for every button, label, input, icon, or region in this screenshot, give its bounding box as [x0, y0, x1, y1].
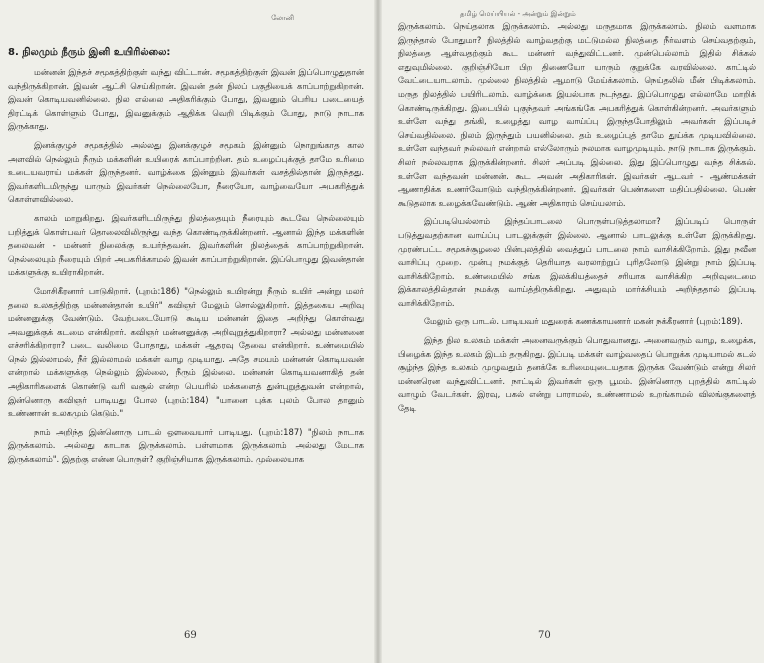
- left-page: [0, 0, 378, 663]
- paragraph: மேலும் ஒரு பாடல். பாடியவர் மதுரைக் கணக்காயனார் மகன் நக்கீரனார் (புறம்:189).: [424, 316, 743, 327]
- running-head-left: லோனி: [271, 14, 294, 22]
- paragraph: மன்னன் இந்தச் சமூகத்திற்குள் வந்து விட்டான். சமூகத்திற்குள் இவன் இப்பொழுதுதான் வந்திருக்கிறான். இவன் ஆட்சி செய்கிறான். இவன் தன் நிலப் பகுதியைக் காப்பாற்றுகிறான். இவன் கொடியவனில்லை. நில எல்லை அதிகரிக்கும் போது, இவனும் பெரிய படையைத் திரட்டிக் கொள்ளும் போது, இவனுக்கும் ஆதிக்க வெறி பிடிக்கும் போது, நாடு நாடாக இருக்காது.: [8, 67, 364, 132]
- paragraph: இந்த நில உலகம் மக்கள் அனைவருக்கும் பொதுவானது. அனைவரும் வாழ, உழைக்க, பிழைக்க இந்த உலகம் இடம் தருகிறது. இப்படி மக்கள் வாழ்வதைப் பொறுக்க முடியாமல் கடல் சூழ்ந்த இந்த உலகம் முழுவதும் தனக்கே உரிமையுடையதாக இருக்க வேண்டும் என்று சிலர் மன்னரென வந்துவிட்டனர். நாட்டில் இவர்கள் ஒரு பூமம். இன்னொரு புறத்தில் காட்டில் வாழும் வேடர்கள். இரவு, பகல் என்று பாராமல், உண்ணாமல் உறங்காமல் விலங்குகளைத் தேடி: [398, 335, 756, 414]
- right-page: [378, 0, 764, 663]
- section-title: 8. நிலமும் நீரும் இனி உயிரில்லை:: [8, 47, 171, 58]
- page-number-left: 69: [184, 630, 197, 641]
- page-number-right: 70: [538, 630, 551, 641]
- paragraph: நாம் அறிந்த இன்னொரு பாடல் ஔவையார் பாடியது. (புறம்:187) "நிலம் நாடாக இருக்கலாம். அல்லது காடாக இருக்கலாம். பள்ளமாக இருக்கலாம் அல்லது மேடாக இருக்கலாம்". இதற்கு என்ன பொருள்? குறிஞ்சியாக இருக்கலாம். முல்லையாக: [8, 426, 364, 465]
- paragraph: இப்படியெல்லாம் இந்தப்பாடலை பொருள்படுத்தலாமா? இப்படிப் பொருள் படுத்துவதற்கான வாய்ப்பு பாடலுக்குள் இல்லை. ஆனால் பாடலுக்கு உள்ளே இருக்கிறது. முரண்பட்ட சமூகச்சூழலை பின்புலத்தில் வைத்துப் பாடலை நாம் வாசிக்கிறோம். இது நவீன வாசிப்பு முறை. முன்பு நமக்குத் தெரியாத வரலாற்றுப் புரிதலோடு இன்று நாம் இப்படி வாசிக்கிறோம். உண்மையில் சங்க இலக்கியத்தைச் சரியாக வாசிக்கிற அறிவுடைமை இக்காலத்தில்தான் நமக்கு வாய்த்திருக்கிறது. அதுவும் மார்க்சியம் அறிந்ததால் இப்படி வாசிக்கிறோம்.: [398, 216, 756, 308]
- paragraph: காலம் மாறுகிறது. இவர்களிடமிருந்து நிலத்தையும் நீரையும் கூடவே நெல்லையும் பறித்துக் கொள்பவர் தொலைவிலிருந்து வந்த கொண்டிருக்கின்றனர். ஆனால் இந்த மக்களின் தலைவன் - மன்னர் நிலைக்கு உயர்ந்தவன். இவர்களின் நிலத்தைக் காப்பாற்றுகிறான். நெல்லையும் நீரையும் பிறர் அபகரிக்காமல் இவன் காப்பாற்றுகிறான். இப்பொழுது இவன்தான் மக்களுக்கு உயிராகிறான்.: [8, 212, 364, 278]
- paragraph: இனக்குழுச் சமூகத்தில் அல்லது இனக்குழுச் சமூகம் இன்னும் நொறுங்காத கால அளவில் நெல்லும் நீரும் மக்களின் உயிரைக் காப்பாற்றின. தம் உழைப்புக்குத் தாமே உரிமை உடையவராய் மக்கள் இருந்தனர். வாழ்க்கை இன்னும் இவர்கள் வசத்தில்தான் இருந்தது. இவர்களிடமிருந்து யாரும் இவர்கள் நெல்லையோ, நீரையோ, வாழ்வையோ அபகரித்துக் கொள்ளவில்லை.: [8, 139, 364, 205]
- book-gutter: [374, 0, 382, 663]
- running-head-right: தமிழ் மெய்யியல் - அன்றும் இன்றும்: [460, 10, 576, 18]
- paragraph: மோசிகீரனார் பாடுகிறார். (புறம்:186) "நெல்லும் உயிரன்று நீரும் உயிர் அன்று மலர் தலை உலகத்திற்கு மன்னன்தான் உயிர்" கவிஞர் மேலும் சொல்லுகிறார். இத்தகைய அறிவு மன்னனுக்கு வேண்டும். வேற்படையோடு கூடிய மன்னன் இதை அறிந்து கொள்வது அவனுக்குக் கடமை என்கிறார். கவிஞர் மன்னனுக்கு அறிவுறுத்துகிறாரா? அல்லது மன்னனை எச்சரிக்கிறாரா? படை வலிமை போதாது, மக்கள் ஆதரவு தேவை என்கிறார். உண்மையில் நெல் இல்லாமல், நீர் இல்லாமல் மக்கள் வாழ முடியாது. அதே சமயம் மன்னன் கொடியவன் என்றால் மக்களுக்கு நெல்லும் இல்லை, நீரும் இல்லை. மன்னன் கொடியவனாகித் தன் அதிகாரிகளைக் கொண்டு வரி வசூல் என்ற பெயரில் மக்களைத் துன்புறுத்துவன் என்றால், இன்னொரு கவிஞர் பாடியது போல (புறம்:184) "யானை புக்க புலம் போல தானும் உண்ணான் உலகமும் கெடும்.": [8, 285, 364, 419]
- paragraph: இருக்கலாம். நெய்தலாக இருக்கலாம். அல்லது மருதமாக இருக்கலாம். நிலம் வளமாக இருந்தால் போதுமா? நிலத்தில் வாழ்வதற்கு மட்டுமல்ல நிலத்தை நீர்வளம் செய்வதற்கும், நிலத்தை ஆள்வதற்கும் கூட மன்னர் வந்துவிட்டனர். முன்பெல்லாம் இதில் சிக்கல் எதுவுமில்லை. குறிஞ்சியோ பிற திணையோ யாரும் குறுக்கே வரவில்லை. காட்டில் வேட்டையாடலாம். முல்லை நிலத்தில் ஆமாடு மேய்க்கலாம். நெய்தலில் மீன் பிடிக்கலாம். மருத நிலத்தில் பயிரிடலாம். வாழ்க்கை இயல்பாக நடந்தது. இப்பொழுது எல்லாமே மாறிக் கொண்டிருக்கிறது. இடையில் புகுந்தவர் அங்கங்கே அபகரித்துக் கொள்கின்றனர். அவர்களும் உள்ளே வந்து தங்கி, உழைத்து வாழ வாய்ப்பு இருந்தபோதிலும் அவர்கள் இப்படிச் செய்வதில்லை. நிலம் இருந்தும் பயனில்லை. தம் உழைப்புத் தாமே துய்க்க முடியவில்லை. உள்ளே வந்தவர் நல்லவர் என்றால் எல்லோரும் நலமாக வாழமுடியும். நாடு நாடாக இருக்கும். சிலர் நல்லவராக இருக்கின்றனர். சிலர் அப்படி இல்லை. இது இப்பொழுது வந்த சிக்கல். உள்ளே வந்தவன் மன்னன். கூட அவன் அதிகாரிகள். இவர்கள் ஆடவர் - ஆண்மக்கள் ஆணாதிக்க உணர்வோடும் வந்திருக்கின்றனர். இவர்கள் பெண்களை மதிப்பதில்லை. பெண் கூடுதலாக உழைக்கவேண்டும். ஆண் அதிகாரம் செய்யலாம்.: [398, 21, 756, 208]
